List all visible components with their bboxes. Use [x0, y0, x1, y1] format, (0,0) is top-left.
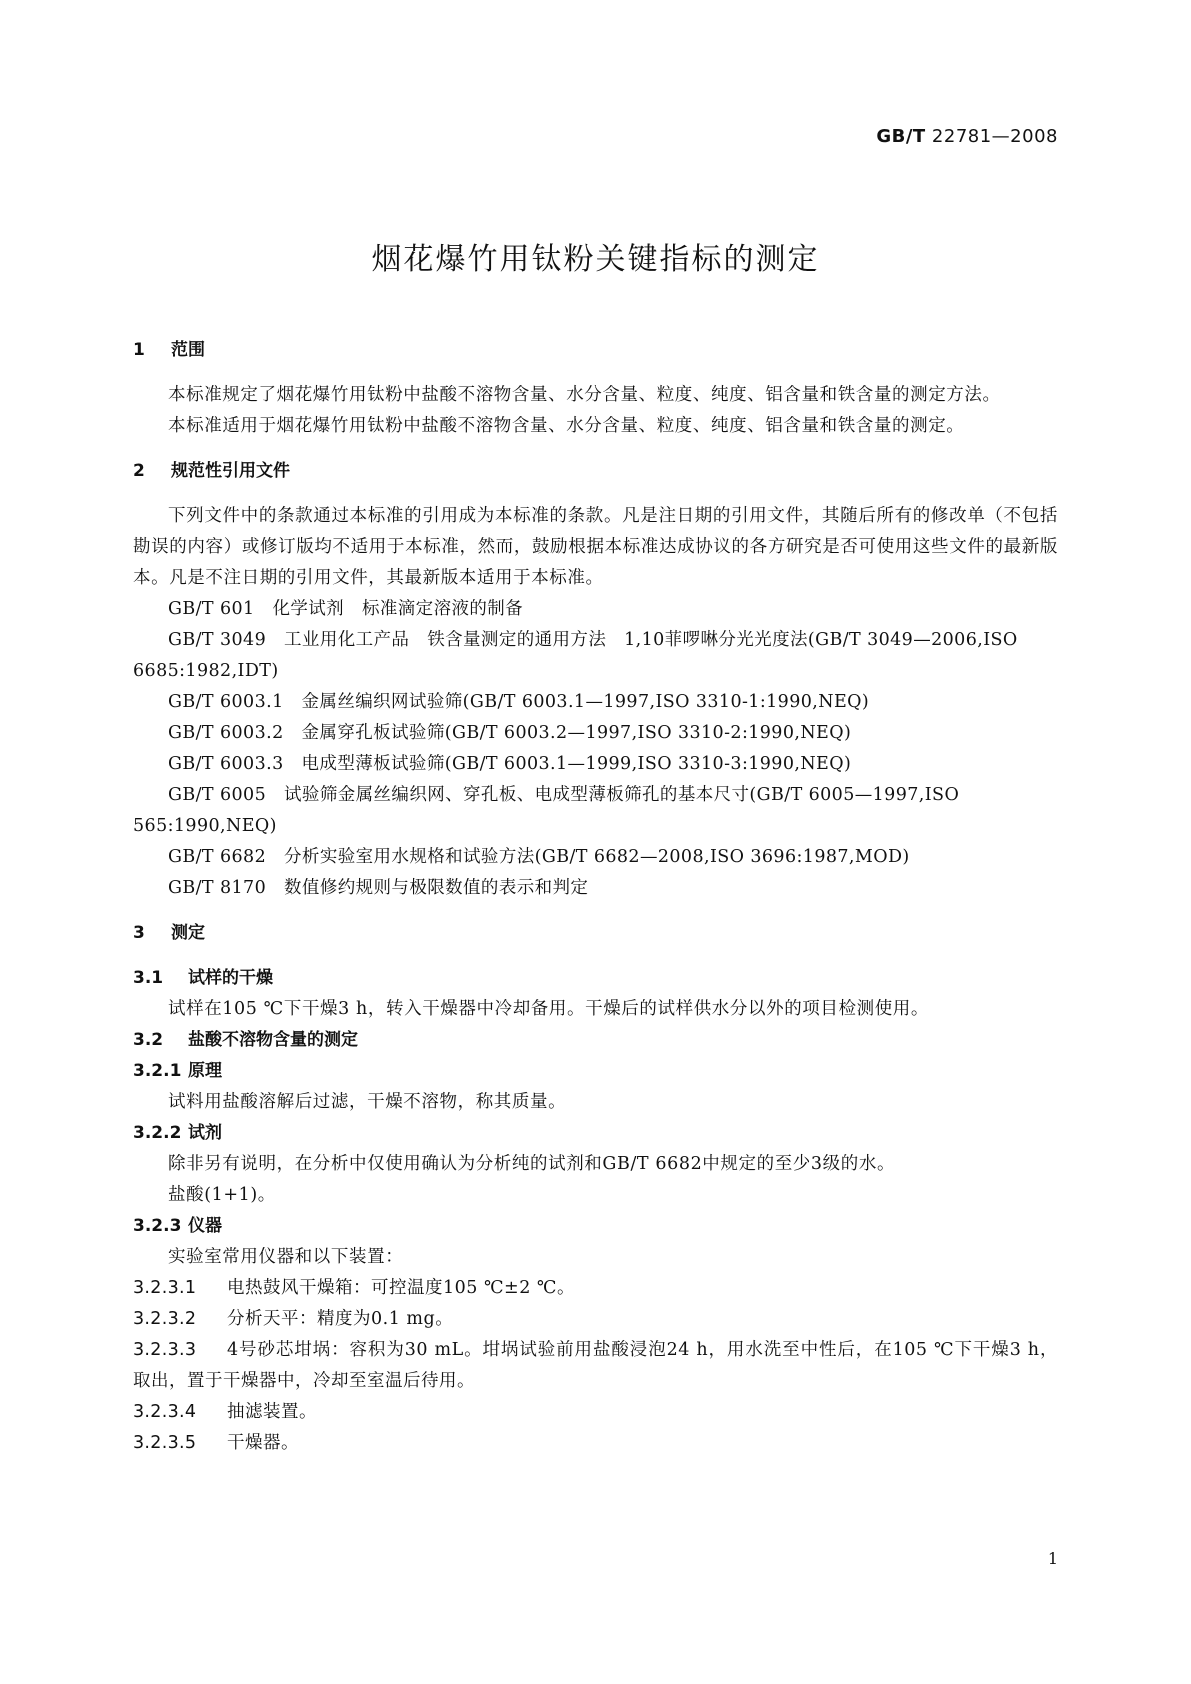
- reference-item: [133, 687, 1058, 718]
- clause-number: 3.2.3.4: [133, 1402, 197, 1422]
- section-title: 测定: [171, 923, 205, 943]
- reference-item: [133, 749, 1058, 780]
- apparatus-item: [133, 1304, 1058, 1335]
- reference-code: GB/T 6682: [168, 847, 267, 867]
- reference-title: 试验筛金属丝编织网、穿孔板、电成型薄板筛孔的基本尺寸(GB/T 6005—1997,ISO 565:1990,NEQ): [133, 785, 960, 836]
- sample-drying-text: 试样在105 ℃下干燥3 h，转入干燥器中冷却备用。干燥后的试样供水分以外的项目检测使用。: [168, 999, 930, 1019]
- reference-item: [133, 718, 1058, 749]
- subsection-number: 3.2.3: [133, 1216, 182, 1236]
- clause-text: 电热鼓风干燥箱：可控温度105 ℃±2 ℃。: [227, 1278, 575, 1298]
- reagent-text-1: 除非另有说明，在分析中仅使用确认为分析纯的试剂和GB/T 6682中规定的至少3级的水。: [168, 1154, 896, 1174]
- clause-number: 3.2.3.2: [133, 1309, 197, 1329]
- clause-text: 干燥器。: [227, 1433, 299, 1453]
- subsection-title: 试样的干燥: [188, 968, 273, 988]
- page-number: 1: [1047, 1549, 1058, 1568]
- subsection-number: 3.1: [133, 968, 164, 988]
- reference-title: 分析实验室用水规格和试验方法(GB/T 6682—2008,ISO 3696:1987,MOD): [284, 847, 910, 867]
- section-number: 3: [133, 923, 145, 943]
- reference-item: [133, 594, 1058, 625]
- principle-text: 试料用盐酸溶解后过滤，干燥不溶物，称其质量。: [168, 1092, 567, 1112]
- reference-item: [133, 873, 1058, 904]
- subsection-3-2-heading: [133, 1025, 1058, 1056]
- reference-code: GB/T 3049: [168, 630, 267, 650]
- reference-code: GB/T 601: [168, 599, 255, 619]
- apparatus-intro: 实验室常用仪器和以下装置：: [168, 1247, 404, 1267]
- clause-number: 3.2.3.5: [133, 1433, 197, 1453]
- section-number: 1: [133, 340, 145, 360]
- apparatus-item: [133, 1428, 1058, 1459]
- subsection-number: 3.2.1: [133, 1061, 182, 1081]
- standard-code: 22781—2008: [931, 126, 1058, 147]
- subsection-3-2-3-heading: [133, 1211, 1058, 1242]
- apparatus-item: [133, 1397, 1058, 1428]
- reference-item: [133, 625, 1058, 687]
- section-2-heading: [133, 456, 1058, 487]
- reference-title: 化学试剂 标准滴定溶液的制备: [272, 599, 524, 619]
- subsection-3-2-2-heading: [133, 1118, 1058, 1149]
- references-intro: 下列文件中的条款通过本标准的引用成为本标准的条款。凡是注日期的引用文件，其随后所有的修改单（不包括勘误的内容）或修订版均不适用于本标准，然而，鼓励根据本标准达成协议的各方研究是否可使用这些文件的最新版本。凡是不注日期的引用文件，其最新版本适用于本标准。: [133, 506, 1058, 588]
- clause-text: 4号砂芯坩埚：容积为30 mL。坩埚试验前用盐酸浸泡24 h，用水洗至中性后，在105 ℃下干燥3 h，取出，置于干燥器中，冷却至室温后待用。: [133, 1340, 1058, 1391]
- clause-text: 抽滤装置。: [227, 1402, 317, 1422]
- subsection-3-2-1-heading: [133, 1056, 1058, 1087]
- subsection-title: 仪器: [188, 1216, 222, 1236]
- subsection-title: 盐酸不溶物含量的测定: [188, 1030, 358, 1050]
- section-1-heading: [133, 335, 1058, 366]
- reference-code: GB/T 6003.3: [168, 754, 284, 774]
- reference-title: 数值修约规则与极限数值的表示和判定: [284, 878, 589, 898]
- standard-prefix: GB/T: [876, 126, 926, 147]
- reference-title: 金属穿孔板试验筛(GB/T 6003.2—1997,ISO 3310-2:1990,NEQ): [301, 723, 852, 743]
- subsection-3-1-heading: [133, 963, 1058, 994]
- reference-title: 金属丝编织网试验筛(GB/T 6003.1—1997,ISO 3310-1:1990,NEQ): [301, 692, 870, 712]
- section-title: 范围: [171, 340, 205, 360]
- reference-code: GB/T 8170: [168, 878, 267, 898]
- subsection-number: 3.2.2: [133, 1123, 182, 1143]
- reference-title: 电成型薄板试验筛(GB/T 6003.1—1999,ISO 3310-3:1990,NEQ): [301, 754, 852, 774]
- standard-number: [876, 126, 1058, 147]
- section-title: 规范性引用文件: [171, 461, 290, 481]
- reference-title: 工业用化工产品 铁含量测定的通用方法 1,10菲啰啉分光光度法(GB/T 3049—2006,ISO 6685:1982,IDT): [133, 630, 1018, 681]
- clause-number: 3.2.3.3: [133, 1340, 197, 1360]
- clause-number: 3.2.3.1: [133, 1278, 197, 1298]
- reference-code: GB/T 6005: [168, 785, 267, 805]
- document-title: 烟花爆竹用钛粉关键指标的测定: [371, 242, 820, 277]
- apparatus-item: [133, 1273, 1058, 1304]
- scope-paragraph-2: 本标准适用于烟花爆竹用钛粉中盐酸不溶物含量、水分含量、粒度、纯度、铝含量和铁含量的测定。: [168, 416, 965, 436]
- reference-code: GB/T 6003.1: [168, 692, 284, 712]
- apparatus-item: [133, 1335, 1058, 1397]
- reference-item: [133, 842, 1058, 873]
- subsection-number: 3.2: [133, 1030, 164, 1050]
- section-3-heading: [133, 918, 1058, 949]
- reference-item: [133, 780, 1058, 842]
- section-number: 2: [133, 461, 145, 481]
- reagent-text-2: 盐酸(1+1)。: [168, 1185, 276, 1205]
- clause-text: 分析天平：精度为0.1 mg。: [227, 1309, 454, 1329]
- document-body: [133, 335, 1058, 1459]
- scope-paragraph-1: 本标准规定了烟花爆竹用钛粉中盐酸不溶物含量、水分含量、粒度、纯度、铝含量和铁含量的测定方法。: [168, 385, 1001, 405]
- reference-code: GB/T 6003.2: [168, 723, 284, 743]
- subsection-title: 原理: [188, 1061, 222, 1081]
- subsection-title: 试剂: [188, 1123, 222, 1143]
